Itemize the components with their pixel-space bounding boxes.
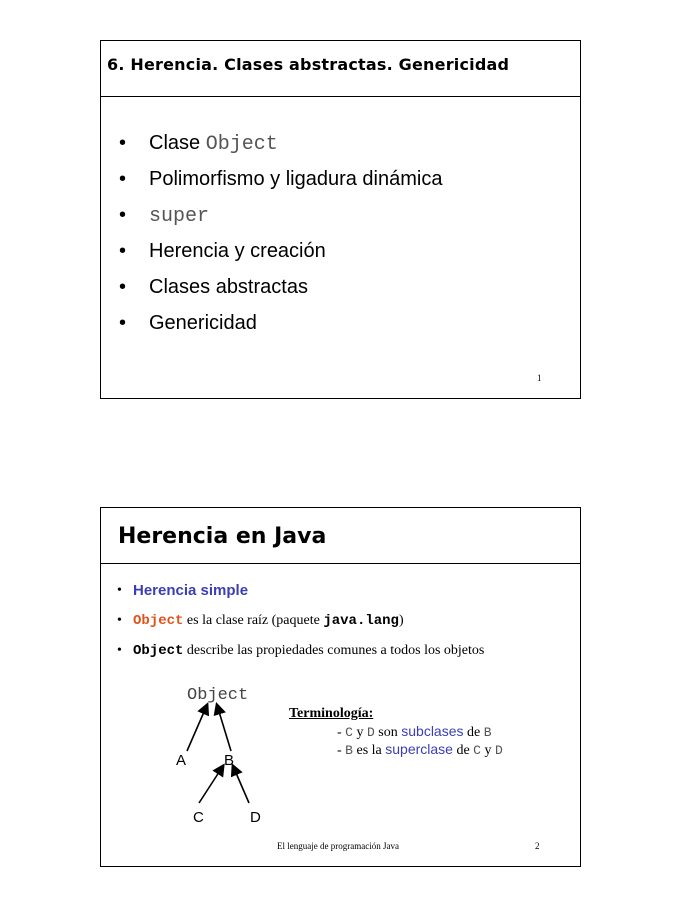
terminology-heading: Terminología: [289, 706, 374, 721]
list-item: • Herencia y creación [119, 240, 326, 262]
slide-1-page-number: 1 [537, 373, 542, 383]
arrow-a-to-object [187, 705, 207, 751]
terminology-block [289, 706, 503, 758]
slide-1 [100, 40, 581, 399]
slide-1-bullet-list [119, 129, 442, 345]
arrow-b-to-object [217, 705, 231, 751]
list-item: • Polimorfismo y ligadura dinámica [119, 168, 443, 190]
terminology-line-1: - C y D son subclases de B [337, 723, 492, 740]
class-hierarchy-diagram [101, 508, 580, 866]
slide-2-footer: El lenguaje de programación Java [277, 841, 399, 851]
list-item: • Object describe las propiedades comunes a todos los objetos [117, 643, 485, 659]
tree-node-object: Object [187, 686, 249, 705]
list-item: • Herencia simple [117, 582, 249, 599]
slide-2-page-number: 2 [535, 841, 540, 851]
list-item: • Object es la clase raíz (paquete java.lang) [117, 613, 404, 629]
list-item: • Genericidad [119, 312, 257, 334]
terminology-line-2: - B es la superclase de C y D [337, 741, 503, 758]
tree-node-c: C [193, 809, 204, 826]
slide-2 [100, 507, 581, 867]
tree-node-d: D [250, 809, 261, 826]
tree-node-a: A [176, 752, 187, 769]
list-item: • Clase Object [119, 132, 278, 156]
list-item: • super [119, 204, 210, 228]
slide-1-title-bar [101, 41, 580, 97]
slide-2-title: Herencia en Java [118, 524, 327, 549]
tree-node-b: B [224, 752, 235, 769]
slide-1-title: 6. Herencia. Clases abstractas. Genericidad [107, 55, 510, 74]
list-item: • Clases abstractas [119, 276, 308, 298]
arrow-c-to-b [199, 766, 223, 803]
arrow-d-to-b [233, 766, 249, 803]
